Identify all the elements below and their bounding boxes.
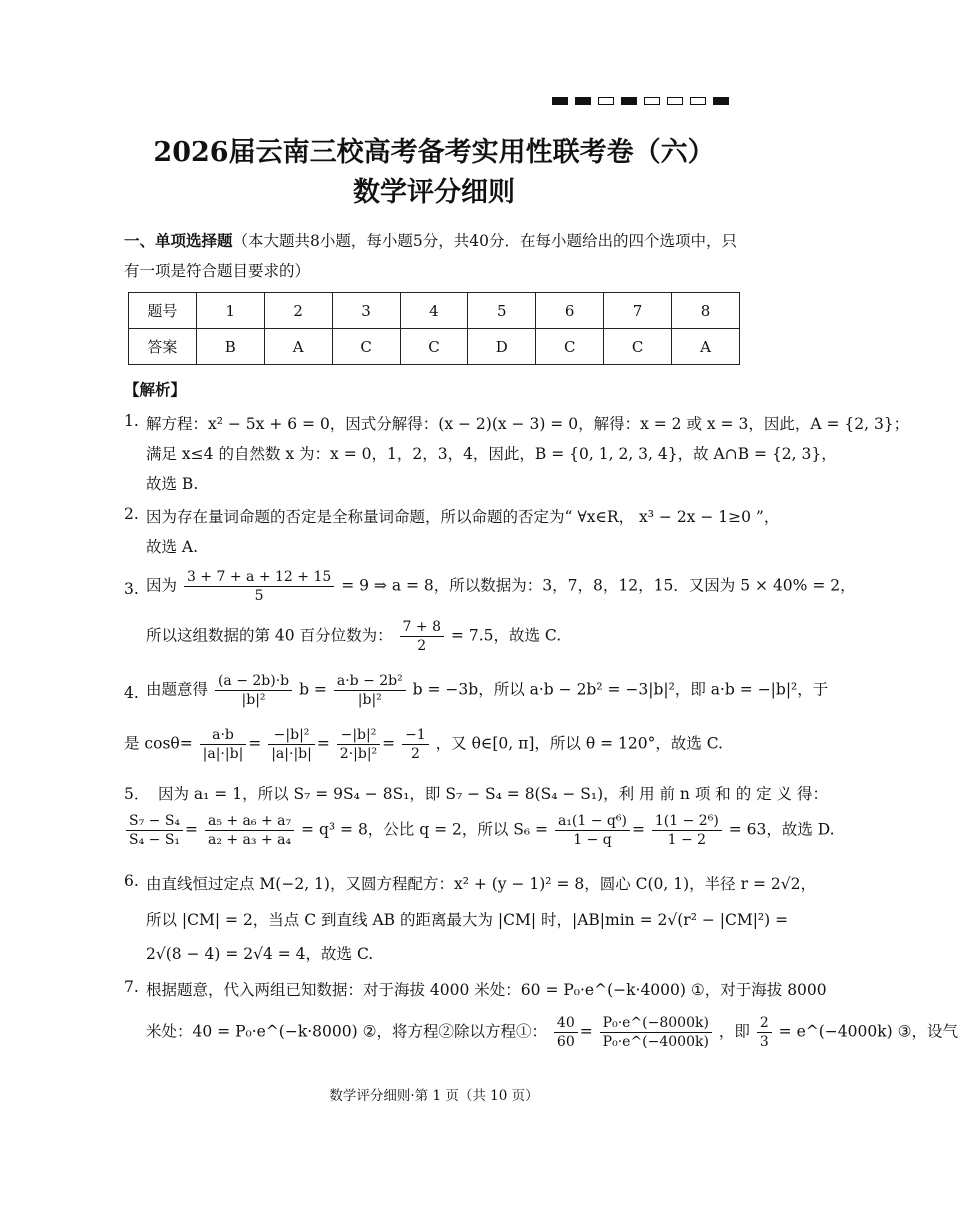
item-number: 1. <box>124 412 139 430</box>
cell-number: 3 <box>332 293 400 329</box>
text: 米处：40 = P₀·e^(−k·8000) ②，将方程②除以方程①： <box>146 1022 547 1041</box>
solution-line <box>146 672 828 709</box>
answer-table <box>128 292 740 365</box>
cell-number: 2 <box>264 293 332 329</box>
text: b = <box>299 680 327 699</box>
mark-5 <box>644 97 660 105</box>
text: b = −3b，所以 a·b − 2b² = −3|b|²，即 a·b = −|b|²，于 <box>412 680 829 699</box>
text: = 7.5，故选 C. <box>450 626 562 645</box>
text: ，又 θ∈[0, π]，所以 θ = 120°，故选 C. <box>435 734 723 753</box>
table-row <box>129 293 740 329</box>
numerator: −|b|² <box>268 726 315 745</box>
text: 所以这组数据的第 40 百分位数为： <box>146 626 393 645</box>
fraction <box>337 726 380 763</box>
text: = 63，故选 D. <box>728 820 835 839</box>
mark-1 <box>552 97 568 105</box>
cell-answer: C <box>604 329 672 365</box>
fraction <box>554 1014 578 1051</box>
denominator: 1 − q <box>573 832 612 848</box>
denominator: 60 <box>556 1034 575 1050</box>
mark-2 <box>575 97 591 105</box>
solution-line: 所以 |CM| = 2，当点 C 到直线 AB 的距离最大为 |CM| 时，|AB|min = 2√(r² − |CM|²) = <box>146 911 789 929</box>
cell-answer: C <box>332 329 400 365</box>
solution-line: 满足 x≤4 的自然数 x 为：x = 0，1，2，3，4，因此，B = {0, 1, 2, 3, 4}，故 A∩B = {2, 3}， <box>146 445 837 463</box>
denominator: 3 <box>759 1034 769 1050</box>
mark-8 <box>713 97 729 105</box>
item-number: 3. <box>124 580 139 598</box>
mark-4 <box>621 97 637 105</box>
section-lead: 一、单项选择题 <box>124 231 233 250</box>
solution-line: $\frac{\text{S₇ − S₄}}{\text{S₄ − S₁}}$ = $\frac{\text{a₅ + a₆ + a₇}}{\text{a₂ + a₃ + a₄}}$ = q³ = 8，公比 q = 2，所以 S₆ = $\frac{\text{a₁(1 − q⁶)}}{1 - q}$ = $\frac{\text{1(1 − 2⁶)}}{1 - 2}$ = 63，故选 D. <box>124 812 835 849</box>
page-marks <box>552 97 729 105</box>
numerator: a·b <box>200 726 247 745</box>
cell-number: 6 <box>536 293 604 329</box>
denominator: 1 − 2 <box>667 832 707 848</box>
solution-line: 解方程：x² − 5x + 6 = 0，因式分解得：(x − 2)(x − 3) = 0，解得：x = 2 或 x = 3，因此，A = {2, 3}； <box>146 415 910 433</box>
solution-line <box>146 568 856 605</box>
denominator: |a|·|b| <box>202 746 244 762</box>
cell-answer: C <box>400 329 468 365</box>
cell-number: 5 <box>468 293 536 329</box>
denominator: |b|² <box>241 692 266 708</box>
item-number: 2. <box>124 505 139 523</box>
cell-answer: A <box>264 329 332 365</box>
numerator: a₅ + a₆ + a₇ <box>205 812 294 831</box>
item-number: 6. <box>124 872 139 890</box>
fraction <box>402 726 429 763</box>
fraction <box>555 812 630 849</box>
text: = 9 ⇒ a = 8，所以数据为：3，7，8，12，15．又因为 5 × 40% = 2， <box>341 576 856 595</box>
cell-answer: A <box>672 329 740 365</box>
section-desc-2: 有一项是符合题目要求的） <box>124 262 311 280</box>
numerator: 40 <box>554 1014 578 1033</box>
fraction <box>400 618 444 655</box>
section-desc: （本大题共8小题，每小题5分，共40分．在每小题给出的四个选项中，只 <box>232 232 737 250</box>
solution-line: 是 cosθ= $\frac{a\cdot b}{|a|\cdot|b|}$ = $\frac{\text{−|b|²}}{|a|\cdot|b|}$ = $\frac{\text{−|b|²}}{\text{2·|b|²}}$ = $\frac{-1}{2}$ ，又 θ∈[0, π]，所以 θ = 120°，故选 C. <box>124 727 723 762</box>
page-title: 2026届云南三校高考备考实用性联考卷（六） <box>153 137 715 168</box>
solution-line: 米处：40 = P₀·e^(−k·8000) ②，将方程②除以方程①： $\frac{40}{60}$ = $\frac{\text{P₀·e\textasciicircum{}(−8000k)}}{\text{P₀·e\textasciicircum{}(−4000k)}}$ ，即 $\frac{2}{3}$ = e^(−4000k) ③，设气 <box>146 1015 958 1050</box>
numerator: 3 + 7 + a + 12 + 15 <box>184 568 334 587</box>
mark-6 <box>667 97 683 105</box>
numerator: 7 + 8 <box>400 618 444 637</box>
mark-3 <box>598 97 614 105</box>
cell-answer: B <box>196 329 264 365</box>
numerator: −1 <box>402 726 429 745</box>
denominator: a₂ + a₃ + a₄ <box>207 832 292 848</box>
fraction <box>268 726 315 763</box>
denominator: P₀·e^(−4000k) <box>602 1034 709 1050</box>
numerator: −|b|² <box>337 726 380 745</box>
solution-line: 故选 B. <box>146 475 199 493</box>
text: 因为 <box>146 576 178 595</box>
text: 是 cosθ= <box>124 734 193 753</box>
solution-line <box>146 618 561 655</box>
fraction <box>126 812 183 849</box>
cell-number: 1 <box>196 293 264 329</box>
row-label: 题号 <box>129 293 197 329</box>
cell-answer: D <box>468 329 536 365</box>
denominator: |b|² <box>357 692 382 708</box>
numerator: a·b − 2b² <box>334 672 406 691</box>
text: = e^(−4000k) ③，设气 <box>778 1022 958 1041</box>
solution-line: 故选 A. <box>146 538 199 556</box>
numerator: 2 <box>757 1014 772 1033</box>
denominator: 5 <box>254 588 264 604</box>
item-number: 4. <box>124 684 139 702</box>
cell-number: 7 <box>604 293 672 329</box>
solution-line: 根据题意，代入两组已知数据：对于海拔 4000 米处：60 = P₀·e^(−k·4000) ①，对于海拔 8000 <box>146 981 827 999</box>
cell-number: 4 <box>400 293 468 329</box>
item-number: 7. <box>124 978 139 996</box>
cell-number: 8 <box>672 293 740 329</box>
numerator: (a − 2b)·b <box>215 672 292 691</box>
denominator: 2 <box>417 638 427 654</box>
fraction <box>334 672 406 709</box>
fraction <box>600 1014 712 1051</box>
page-footer: 数学评分细则·第 1 页（共 10 页） <box>329 1088 539 1104</box>
section-heading <box>124 226 744 286</box>
numerator: S₇ − S₄ <box>126 812 183 831</box>
mark-7 <box>690 97 706 105</box>
item-number: 5． <box>124 785 150 803</box>
numerator: 1(1 − 2⁶) <box>652 812 722 831</box>
fraction <box>652 812 722 849</box>
denominator: 2·|b|² <box>339 746 378 762</box>
fraction <box>215 672 292 709</box>
fraction <box>205 812 294 849</box>
fraction <box>184 568 334 605</box>
page-subtitle: 数学评分细则 <box>353 177 515 208</box>
analysis-heading: 【解析】 <box>124 380 187 399</box>
table-row <box>129 329 740 365</box>
fraction <box>200 726 247 763</box>
solution-line: 因为 a₁ = 1，所以 S₇ = 9S₄ − 8S₁，即 S₇ − S₄ = 8(S₄ − S₁)，利 用 前 n 项 和 的 定 义 得： <box>158 785 828 803</box>
denominator: 2 <box>410 746 420 762</box>
row-label: 答案 <box>129 329 197 365</box>
text: 由题意得 <box>146 680 209 699</box>
cell-answer: C <box>536 329 604 365</box>
fraction <box>757 1014 772 1051</box>
solution-line: 因为存在量词命题的否定是全称量词命题，所以命题的否定为“ ∀x∈R， x³ − 2x − 1≥0 ”， <box>146 508 780 526</box>
numerator: a₁(1 − q⁶) <box>555 812 630 831</box>
solution-line: 2√(8 − 4) = 2√4 = 4，故选 C. <box>146 945 374 963</box>
solution-line: 由直线恒过定点 M(−2, 1)，又圆方程配方：x² + (y − 1)² = 8，圆心 C(0, 1)，半径 r = 2√2， <box>146 875 816 893</box>
denominator: S₄ − S₁ <box>129 832 181 848</box>
text: ，即 <box>718 1022 750 1041</box>
denominator: |a|·|b| <box>271 746 312 762</box>
text: = q³ = 8，公比 q = 2，所以 S₆ = <box>301 820 549 839</box>
numerator: P₀·e^(−8000k) <box>600 1014 712 1033</box>
